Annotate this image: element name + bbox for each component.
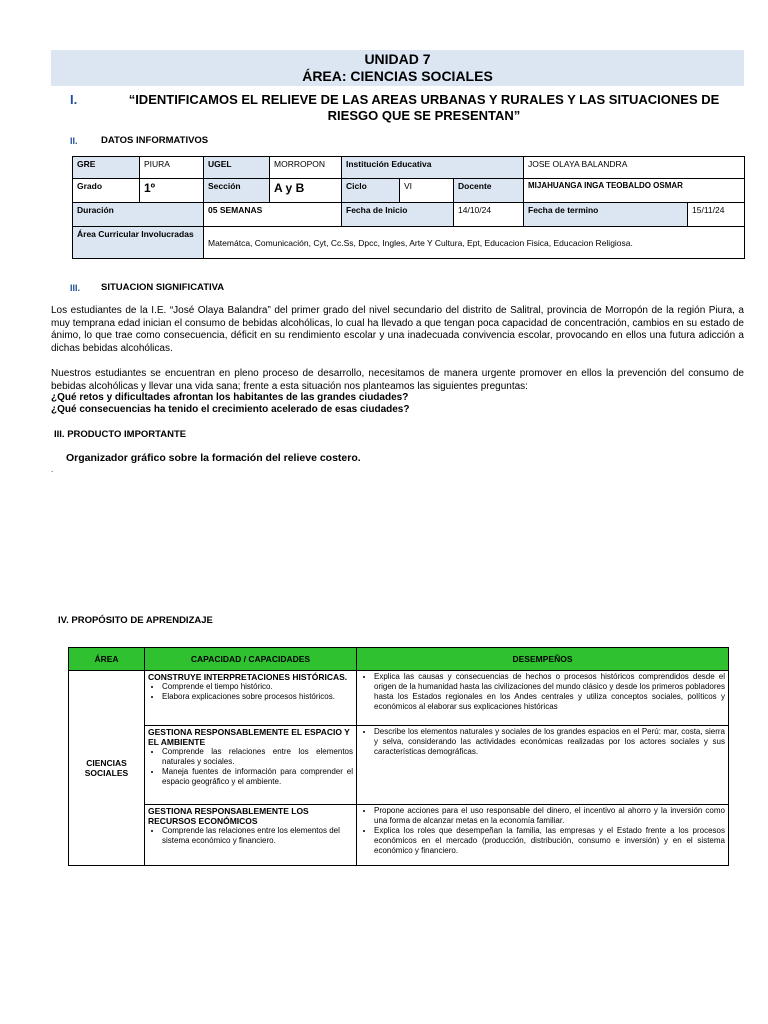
- gre-label: GRE: [73, 157, 140, 179]
- areas-label: Área Curricular Involucradas: [73, 227, 204, 259]
- datos-informativos-table: [72, 156, 745, 259]
- competencia-title: CONSTRUYE INTERPRETACIONES HISTÓRICAS.: [148, 672, 348, 682]
- seccion-label: Sección: [204, 179, 270, 203]
- list-item: • Explica los roles que desempeñan la familia, las empresas y el Estado frente a los procesos económicos en el mercado (producción, distribución, consumo e inversión) y en el sistema económico y financiero.: [374, 826, 725, 856]
- seccion-value: A y B: [270, 179, 342, 203]
- inicio-label: Fecha de Inicio: [342, 203, 454, 227]
- termino-value: 15/11/24: [688, 203, 745, 227]
- header-area: ÁREA: [69, 648, 145, 671]
- list-item: • Comprende las relaciones entre los elementos del sistema económico y financiero.: [162, 826, 353, 846]
- duracion-value: 05 SEMANAS: [204, 203, 342, 227]
- question-1: ¿Qué retos y dificultades afrontan los habitantes de las grandes ciudades?: [51, 392, 409, 403]
- competencia-title: GESTIONA RESPONSABLEMENTE LOS RECURSOS ECONÓMICOS: [148, 806, 309, 826]
- area-cell: CIENCIAS SOCIALES: [69, 671, 145, 866]
- grado-value: 1º: [140, 179, 204, 203]
- section-number-datos: II.: [70, 136, 78, 146]
- title-number: I.: [70, 92, 78, 107]
- list-item: • Describe los elementos naturales y sociales de los grandes espacios en el Perú: mar, costa, sierra y selva, considerando las actividades económicas realizadas por los actores sociales y sus características demográficas.: [374, 727, 725, 757]
- list-item: • Comprende el tiempo histórico.: [162, 682, 353, 692]
- producto-dot: .: [51, 465, 54, 474]
- situacion-paragraph-1: Los estudiantes de la I.E. “José Olaya Balandra” del primer grado del nivel secundario del distrito de Salitral, provincia de Morropón de la región Piura, a muy temprana edad inician el consumo de bebidas alcohólicas, lo cual ha llevado a que tengan poca capacidad de concentración, cambios en su estado de ánimo, lo que trae como consecuencia, déficit en su rendimiento escolar y una inadecuada convivencia escolar, provocando en ellos una futura adicción a dichas bebidas alcohólicas.: [51, 305, 744, 354]
- section-title-proposito: IV. PROPÓSITO DE APRENDIZAJE: [58, 615, 213, 626]
- ugel-value: MORROPON: [270, 157, 342, 179]
- docente-label: Docente: [454, 179, 524, 203]
- table-row: [69, 671, 729, 726]
- unit-header: [51, 50, 744, 86]
- list-item: • Explica las causas y consecuencias de hechos o procesos históricos comprendidos desde el origen de la humanidad hasta las civilizaciones del mundo clásico y desde los primeros pobladores hasta los Estados regionales en los Andes centrales y utiliza conceptos sociales, políticos y económicos al elaborar sus explicaciones históricas: [374, 672, 725, 712]
- table-row: [69, 726, 729, 805]
- ugel-label: UGEL: [204, 157, 270, 179]
- areas-value: Matemátca, Comunicación, Cyt, Cc.Ss, Dpcc, Ingles, Arte Y Cultura, Ept, Educacion Fisica, Educacion Religiosa.: [204, 227, 745, 259]
- gre-value: PIURA: [140, 157, 204, 179]
- duracion-label: Duración: [73, 203, 204, 227]
- table-row: [69, 805, 729, 866]
- docente-value: MIJAHUANGA INGA TEOBALDO OSMAR: [524, 179, 745, 203]
- section-number-situacion: III.: [70, 283, 81, 293]
- section-title-producto: III. PRODUCTO IMPORTANTE: [54, 429, 187, 440]
- termino-label: Fecha de termino: [524, 203, 688, 227]
- inicio-value: 14/10/24: [454, 203, 524, 227]
- competencia-title: GESTIONA RESPONSABLEMENTE EL ESPACIO Y EL AMBIENTE: [148, 727, 350, 747]
- area-title: ÁREA: CIENCIAS SOCIALES: [302, 68, 493, 84]
- ciclo-value: VI: [400, 179, 454, 203]
- unit-title: UNIDAD 7: [364, 51, 431, 67]
- list-item: • Propone acciones para el uso responsable del dinero, el incentivo al ahorro y la inversión como una forma de alcanzar metas en la economía familiar.: [374, 806, 725, 826]
- grado-label: Grado: [73, 179, 140, 203]
- proposito-table: [68, 647, 729, 866]
- unit-main-title: “IDENTIFICAMOS EL RELIEVE DE LAS AREAS URBANAS Y RURALES Y LAS SITUACIONES DE RIESGO QUE SE PRESENTAN”: [128, 92, 720, 123]
- ie-value: JOSE OLAYA BALANDRA: [524, 157, 745, 179]
- situacion-paragraph-2: Nuestros estudiantes se encuentran en pleno proceso de desarrollo, necesitamos de manera urgente promover en ellos la prevención del consumo de bebidas alcohólicas y llevar una vida sana; frente a esta situación nos planteamos las siguientes preguntas:: [51, 368, 744, 392]
- list-item: • Comprende las relaciones entre los elementos naturales y sociales.: [162, 747, 353, 767]
- list-item: • Maneja fuentes de información para comprender el espacio geográfico y el ambiente.: [162, 767, 353, 787]
- list-item: • Elabora explicaciones sobre procesos históricos.: [162, 692, 353, 702]
- ciclo-label: Ciclo: [342, 179, 400, 203]
- ie-label: Institución Educativa: [342, 157, 524, 179]
- section-title-datos: DATOS INFORMATIVOS: [101, 135, 209, 146]
- header-capacidades: CAPACIDAD / CAPACIDADES: [145, 648, 357, 671]
- question-2: ¿Qué consecuencias ha tenido el crecimiento acelerado de esas ciudades?: [51, 404, 410, 415]
- producto-text: Organizador gráfico sobre la formación del relieve costero.: [66, 452, 361, 464]
- header-desempenos: DESEMPEÑOS: [357, 648, 729, 671]
- section-title-situacion: SITUACION SIGNIFICATIVA: [101, 282, 225, 293]
